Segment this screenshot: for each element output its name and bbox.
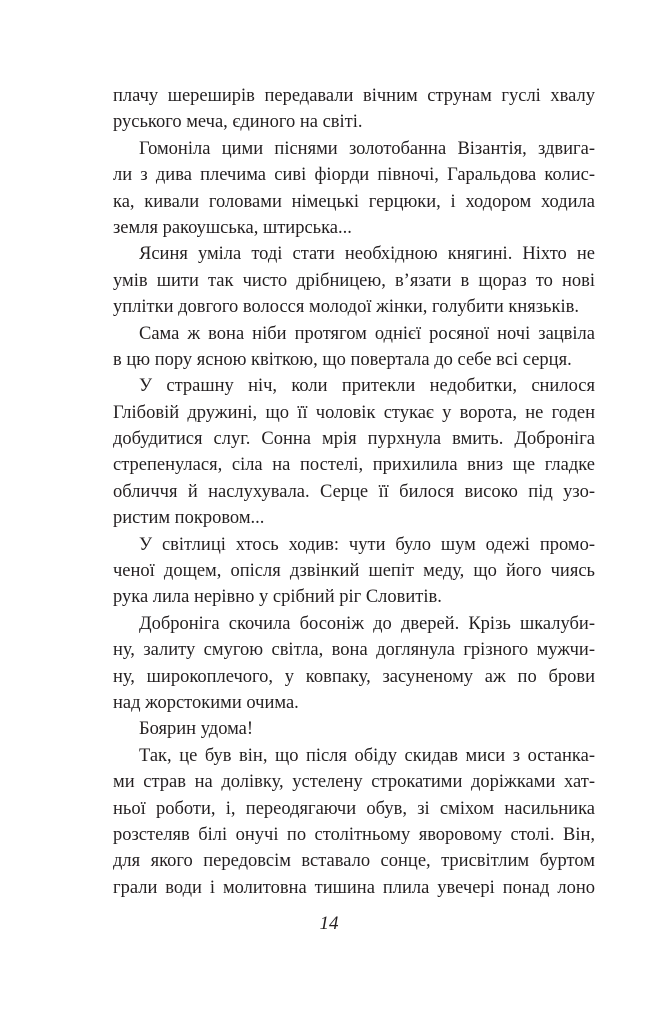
text-line: ка, кивали головами німецькі герцюки, і ходором ходила <box>113 191 595 212</box>
text-line: рука лила нерівно у срібний ріг Словитів. <box>113 587 442 608</box>
text-line: ньої роботи, і, переодягаючи обув, зі сміхом насильника <box>113 798 595 819</box>
text-line: Глібовій дружині, що її чоловік стукає у ворота, не годен <box>113 402 595 423</box>
text-line: в цю пору ясною квіткою, що повертала до себе всі серця. <box>113 349 572 370</box>
body-text <box>113 83 595 901</box>
text-line: плачу шереширів передавали вічним струнам гуслі хвалу <box>113 86 595 106</box>
text-line: над жорстокими очима. <box>113 692 299 713</box>
text-line: розстеляв білі онучі по столітньому яворовому столі. Він, <box>113 824 595 845</box>
text-line: У світлиці хтось ходив: чути було шум одежі промо- <box>139 534 595 555</box>
text-line: для якого передовсім вставало сонце, трисвітлим буртом <box>113 851 595 872</box>
text-line: ну, широкоплечого, у ковпаку, засуненому аж по брови <box>113 666 595 687</box>
text-line: ми страв на долівку, устелену строкатими доріжками хат- <box>113 772 595 793</box>
text-line: Доброніга скочила босоніж до дверей. Крізь шкалуби- <box>139 613 595 634</box>
text-line: У страшну ніч, коли притекли недобитки, снилося <box>139 376 595 397</box>
text-line: ристим покровом... <box>113 508 265 529</box>
text-line: руського меча, єдиного на світі. <box>113 112 363 133</box>
text-line: земля ракоушська, штирська... <box>113 217 352 238</box>
text-line: уплітки довгого волосся молодої жінки, голубити князьків. <box>113 297 579 318</box>
text-line: ли з дива плечима сиві фіорди півночі, Гаральдова колис- <box>113 165 595 186</box>
text-line: умів шити так чисто дрібницею, в’язати в щораз то нові <box>113 270 595 291</box>
text-line: Гомоніла цими піснями золотобанна Візантія, здвига- <box>139 138 595 159</box>
text-line: грали води і молитовна тишина плила увечері понад лоно <box>113 877 595 898</box>
text-line: добудитися слуг. Сонна мрія пурхнула вмить. Доброніга <box>113 429 595 450</box>
text-line: Так, це був він, що після обіду скидав миси з останка- <box>139 745 595 766</box>
text-line: Боярин удома! <box>139 719 254 740</box>
text-line: Ясиня уміла тоді стати необхідною княгині. Ніхто не <box>139 244 595 265</box>
page-number: 14 <box>319 913 339 934</box>
text-line: ну, залиту смугою світла, вона доглянула грізного мужчи- <box>113 640 595 661</box>
text-line: стрепенулася, сіла на постелі, прихилила вниз ще гладке <box>113 455 595 476</box>
text-line: ченої дощем, опісля дзвінкий шепіт меду, що його чиясь <box>113 561 595 582</box>
text-line: обличчя й наслухувала. Серце її билося високо під узо- <box>113 481 595 502</box>
text-line: Сама ж вона ніби протягом однієї росяної ночі зацвіла <box>139 323 595 344</box>
